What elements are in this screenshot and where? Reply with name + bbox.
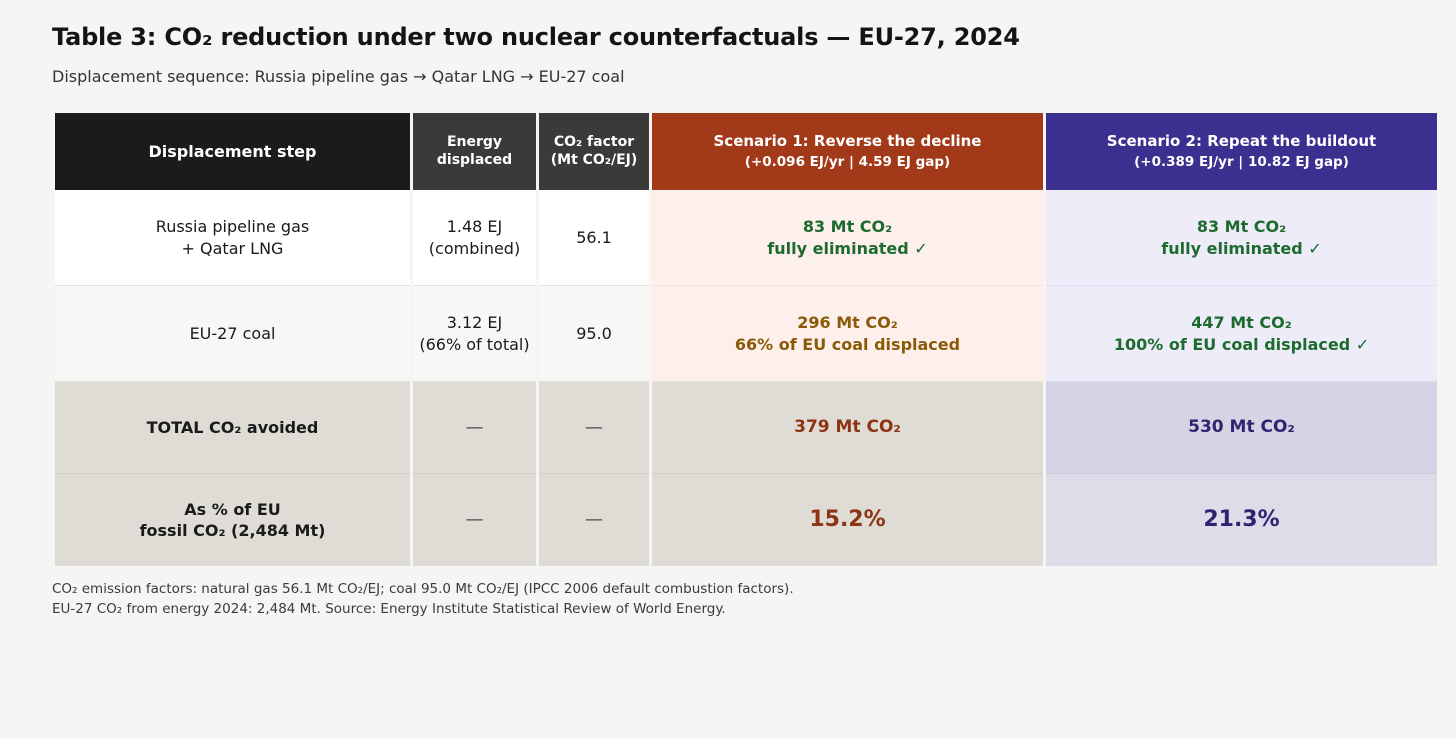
column-header-factor	[539, 113, 649, 190]
cell-scenario2-1-line1: 83 Mt CO₂	[1196, 217, 1287, 237]
column-header-factor-sub: (Mt CO₂/EJ)	[550, 152, 638, 169]
cell-percent-scenario1-value: 15.2%	[809, 507, 886, 533]
cell-step-1-line1: Russia pipeline gas	[155, 217, 310, 237]
table-header-row	[55, 113, 1437, 190]
cell-percent-energy	[413, 474, 536, 566]
page-subtitle: Displacement sequence: Russia pipeline gas → Qatar LNG → EU-27 coal	[52, 67, 625, 87]
cell-energy-2	[413, 286, 536, 382]
cell-energy-1-line2: (combined)	[428, 238, 521, 258]
cell-scenario1-2-line1: 296 Mt CO₂	[797, 313, 898, 333]
table-row-percent	[55, 474, 1437, 566]
cell-percent-factor	[539, 474, 649, 566]
cell-percent-factor-value: —	[585, 509, 603, 531]
co2-reduction-table	[52, 113, 1440, 566]
cell-scenario2-1-line2: fully eliminated ✓	[1161, 238, 1322, 258]
cell-percent-scenario2	[1046, 474, 1437, 566]
cell-step-1-line2: + Qatar LNG	[181, 238, 284, 258]
cell-total-energy-value: —	[465, 416, 484, 438]
cell-factor-2-value: 95.0	[576, 323, 612, 343]
cell-factor-1	[539, 190, 649, 286]
cell-scenario2-2-line2: 100% of EU coal displaced ✓	[1113, 334, 1370, 354]
cell-step-2-line1: EU-27 coal	[189, 323, 276, 343]
cell-total-energy	[413, 382, 536, 474]
cell-scenario1-2-line2: 66% of EU coal displaced	[734, 334, 961, 354]
column-header-step	[55, 113, 410, 190]
table-row-total	[55, 382, 1437, 474]
cell-step-1	[55, 190, 410, 286]
cell-scenario1-2	[652, 286, 1043, 382]
cell-energy-1-line1: 1.48 EJ	[446, 217, 503, 237]
table-header	[55, 113, 1437, 190]
column-header-factor-label: CO₂ factor	[553, 133, 635, 150]
cell-total-scenario2-value: 530 Mt CO₂	[1188, 417, 1295, 438]
cell-total-label-text: TOTAL CO₂ avoided	[146, 417, 319, 437]
footnote-2: EU-27 CO₂ from energy 2024: 2,484 Mt. Source: Energy Institute Statistical Review of World Energy.	[52, 601, 726, 618]
cell-total-factor-value: —	[585, 416, 603, 438]
cell-percent-scenario2-value: 21.3%	[1203, 507, 1280, 533]
cell-total-scenario2	[1046, 382, 1437, 474]
column-header-energy	[413, 113, 536, 190]
footnote-1: CO₂ emission factors: natural gas 56.1 Mt CO₂/EJ; coal 95.0 Mt CO₂/EJ (IPCC 2006 default combustion factors).	[52, 581, 794, 598]
cell-scenario1-1	[652, 190, 1043, 286]
column-header-scenario1	[652, 113, 1043, 190]
cell-percent-label-line2: fossil CO₂ (2,484 Mt)	[139, 521, 326, 541]
cell-energy-2-line1: 3.12 EJ	[446, 313, 503, 333]
column-header-energy-label: Energy	[446, 133, 503, 150]
column-header-energy-sub: displaced	[436, 152, 513, 169]
cell-scenario2-1	[1046, 190, 1437, 286]
cell-scenario2-2-line1: 447 Mt CO₂	[1191, 313, 1292, 333]
table-row	[55, 190, 1437, 286]
cell-energy-2-line2: (66% of total)	[419, 334, 530, 354]
cell-factor-1-value: 56.1	[576, 227, 612, 247]
cell-total-scenario1	[652, 382, 1043, 474]
cell-scenario1-1-line1: 83 Mt CO₂	[802, 217, 893, 237]
cell-total-scenario1-value: 379 Mt CO₂	[794, 417, 901, 438]
column-header-scenario2	[1046, 113, 1437, 190]
cell-step-2	[55, 286, 410, 382]
cell-total-label	[55, 382, 410, 474]
cell-energy-1	[413, 190, 536, 286]
cell-percent-label-line1: As % of EU	[184, 499, 281, 519]
cell-total-factor	[539, 382, 649, 474]
column-header-scenario2-label: Scenario 2: Repeat the buildout	[1106, 132, 1377, 151]
table-body	[55, 190, 1437, 566]
column-header-scenario1-label: Scenario 1: Reverse the decline	[713, 132, 982, 151]
table-row	[55, 286, 1437, 382]
column-header-scenario1-sub: (+0.096 EJ/yr | 4.59 EJ gap)	[744, 154, 951, 171]
cell-scenario2-2	[1046, 286, 1437, 382]
cell-factor-2	[539, 286, 649, 382]
cell-percent-energy-value: —	[465, 509, 484, 531]
column-header-step-label: Displacement step	[148, 141, 317, 161]
cell-scenario1-1-line2: fully eliminated ✓	[767, 238, 928, 258]
page-title: Table 3: CO₂ reduction under two nuclear counterfactuals — EU-27, 2024	[52, 23, 1020, 51]
cell-percent-label	[55, 474, 410, 566]
footnotes	[52, 579, 1404, 620]
cell-percent-scenario1	[652, 474, 1043, 566]
column-header-scenario2-sub: (+0.389 EJ/yr | 10.82 EJ gap)	[1134, 154, 1349, 171]
